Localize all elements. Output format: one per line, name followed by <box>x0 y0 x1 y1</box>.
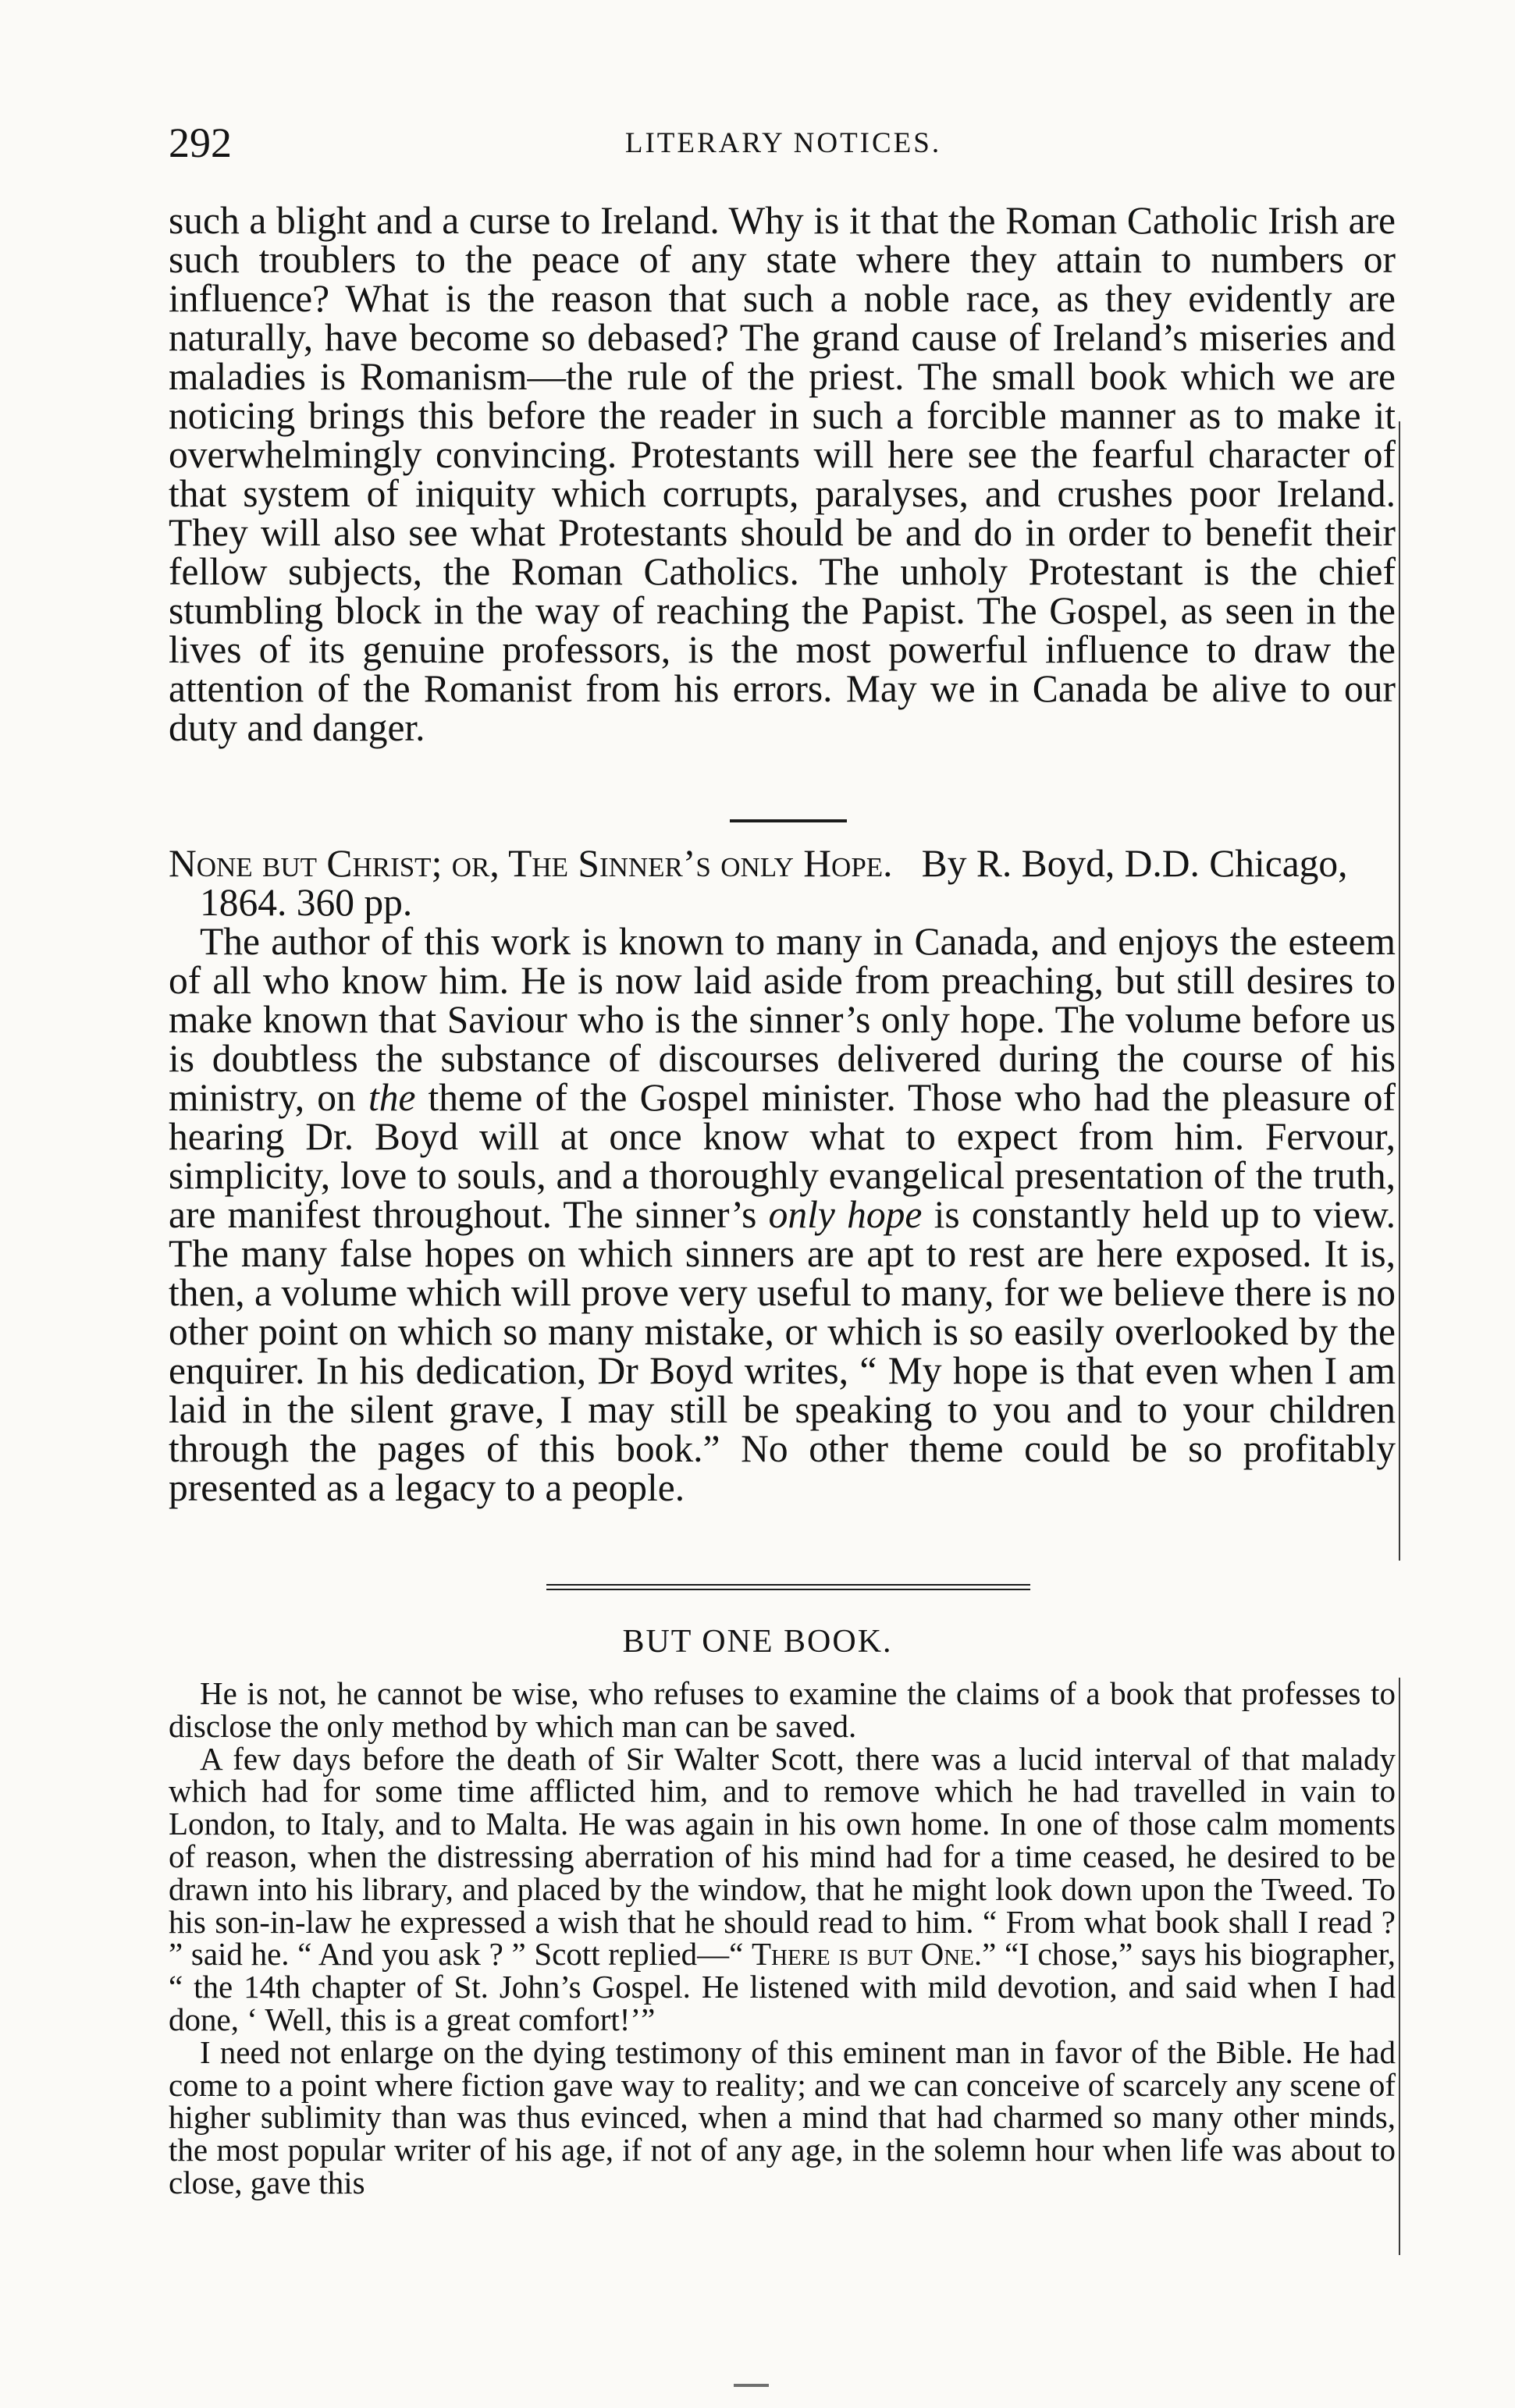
article-paragraph: I need not enlarge on the dying testimony of this eminent man in favor of the Bible. He had come to a point where fiction gave way to reality; and we can conceive of scarcely any scene of higher sublimity than was thus evinced, when a mind that had charmed so many other minds, the most popular writer of his age, if not of any age, in the solemn hour when life was about to close, gave this <box>169 2033 1396 2200</box>
binding-edge-line <box>1399 1678 1400 2255</box>
review-citation <box>169 844 1396 922</box>
article-paragraph-part: .” “I chose,” says his biographer, “ the 14th chapter of St. John’s Gospel. He listened with mild devotion, and said when I had done, ‘ Well, this is a great comfort!’” <box>169 1936 1396 2037</box>
review-body <box>169 922 1396 1508</box>
binding-edge-line <box>1399 421 1400 1561</box>
running-head <box>169 119 1398 165</box>
article-paragraph-part: A few days before the death of Sir Walter Scott, there was a lucid interval of that malady which had for some time afflicted him, and to remove which he had travelled in vain to London, to Italy, and to Malta. He was again in his own home. In one of those calm moments of reason, when the distressing aberration of his mind had for a time ceased, he desired to be drawn into his library, and placed by the window, that he might look down upon the Tweed. To his son-in-law he expressed a wish that he should read to him. “ From what book shall I read ? ” said he. “ And you ask ? ” Scott replied—“ <box>169 1740 1396 1973</box>
emphasis: the <box>368 1076 416 1119</box>
book-title: None but Christ; or, The Sinner’s only Hope. <box>169 842 893 885</box>
page-number: 292 <box>169 119 232 166</box>
book-imprint: Chicago, 1864. 360 pp. <box>200 842 1348 924</box>
review-body-part: is constantly held up to view. The many false hopes on which sinners are apt to rest are here exposed. It is, then, a volume which will prove very useful to many, for we believe there is no other point on which so many mistake, or which is so easily overlooked by the enquirer. In his dedication, Dr Boyd writes, “ My hope is that even when I am laid in the silent grave, I may still be speaking to you and to your children through the pages of this book.” No other theme could be so profitably presented as a legacy to a people. <box>169 1193 1396 1509</box>
review-none-but-christ <box>169 844 1396 1508</box>
article-paragraph: He is not, he cannot be wise, who refuses to examine the claims of a book that professes to disclose the only method by which man can be saved. <box>169 1675 1396 1744</box>
review-continuation <box>169 201 1396 748</box>
small-caps-quote: There is but One <box>752 1936 974 1973</box>
article-paragraph <box>169 1740 1396 2037</box>
article-heading: BUT ONE BOOK. <box>622 1624 893 1660</box>
review-body-part: The author of this work is known to many in Canada, and enjoys the esteem of all who know him. He is now laid aside from preaching, but still desires to make known that Saviour who is the sinner’s only hope. The volume before us is doubtless the substance of discourses delivered during the course of his ministry, on <box>169 920 1396 1119</box>
book-author: By R. Boyd, D.D. <box>921 842 1200 885</box>
page-bottom-mark <box>734 2384 769 2387</box>
running-title: LITERARY NOTICES. <box>624 127 942 159</box>
review-paragraph: such a blight and a curse to Ireland. Why is it that the Roman Catholic Irish are such troublers to the peace of any state where they attain to numbers or influence? What is the reason that such a noble race, as they evidently are naturally, have become so debased? The grand cause of Ireland’s miseries and maladies is Romanism—the rule of the priest. The small book which we are noticing brings this before the reader in such a forcible manner as to make it overwhelmingly convincing. Protestants will here see the fearful character of that system of iniquity which corrupts, paralyses, and crushes poor Ireland. They will also see what Protestants should be and do in order to benefit their fellow subjects, the Roman Catholics. The unholy Protestant is the chief stumbling block in the way of reaching the Papist. The Gospel, as seen in the lives of its genuine professors, is the most powerful influence to draw the attention of the Romanist from his errors. May we in Canada be alive to our duty and danger. <box>169 199 1396 749</box>
section-divider <box>730 819 847 822</box>
emphasis: only hope <box>768 1193 923 1236</box>
article-divider <box>546 1584 1030 1590</box>
review-body-part: theme of the Gospel minister. Those who had the pleasure of hearing Dr. Boyd will at once know what to expect from him. Fervour, simplicity, love to souls, and a thoroughly evangelical presentation of the truth, are manifest throughout. The sinner’s <box>169 1076 1396 1236</box>
article-body <box>169 1675 1396 2200</box>
